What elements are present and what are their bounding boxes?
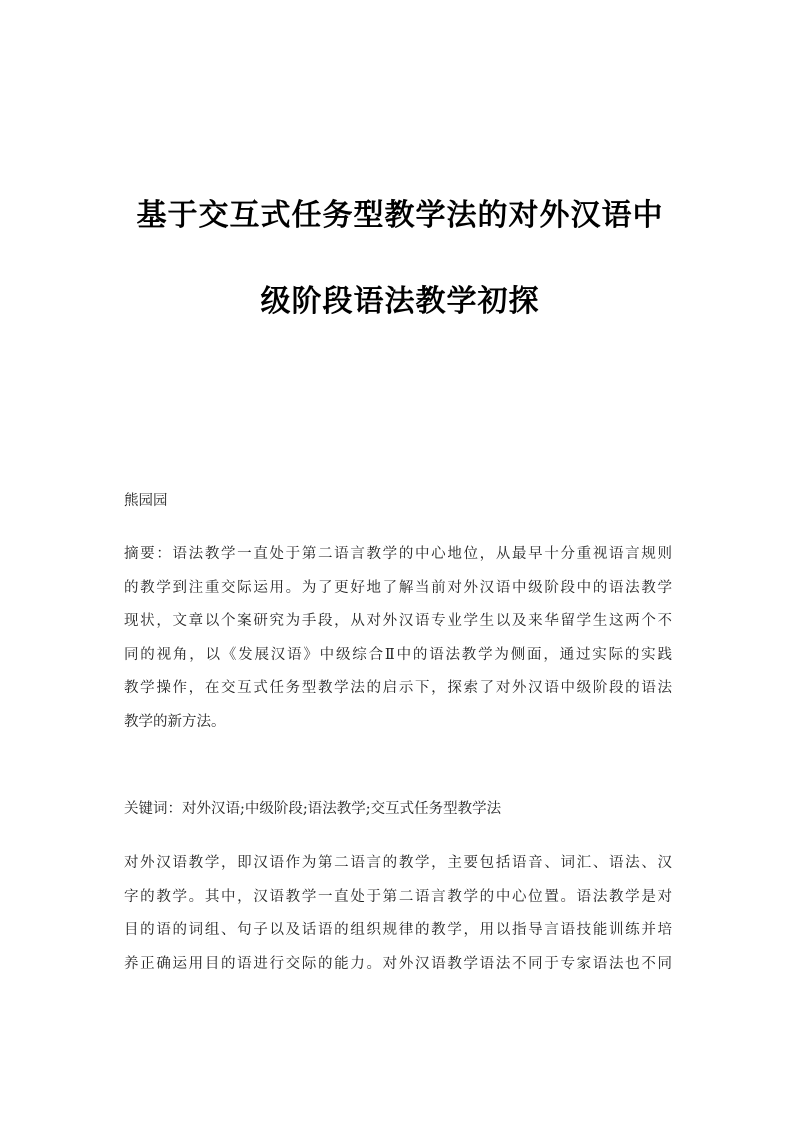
keywords-line: 关键词：对外汉语;中级阶段;语法教学;交互式任务型教学法 <box>124 801 502 817</box>
abstract-line: 教学的新方法。 <box>124 713 226 730</box>
body-paragraph <box>124 847 672 981</box>
author-name: 熊园园 <box>124 493 168 509</box>
abstract-line: 现状，文章以个案研究为手段，从对外汉语专业学生以及来华留学生这两个不 <box>124 613 672 629</box>
paragraph-line: 养正确运用目的语进行交际的能力。对外汉语教学语法不同于专家语法也不同 <box>124 955 672 972</box>
abstract-line: 摘要：语法教学一直处于第二语言教学的中心地位，从最早十分重视语言规则 <box>124 546 672 562</box>
paper-title-line-1: 基于交互式任务型教学法的对外汉语中 <box>136 198 664 233</box>
paragraph-line: 目的语的词组、句子以及话语的组织规律的教学，用以指导言语技能训练并培 <box>124 922 672 938</box>
abstract-line: 教学操作，在交互式任务型教学法的启示下，探索了对外汉语中级阶段的语法 <box>124 680 672 696</box>
abstract-section <box>124 538 672 739</box>
paragraph-line: 对外汉语教学，即汉语作为第二语言的教学，主要包括语音、词汇、语法、汉 <box>124 855 672 871</box>
paper-title-line-2: 级阶段语法教学初探 <box>260 284 540 319</box>
abstract-line: 的教学到注重交际运用。为了更好地了解当前对外汉语中级阶段中的语法教学 <box>124 579 672 596</box>
abstract-line: 同的视角，以《发展汉语》中级综合Ⅱ中的语法教学为侧面，通过实际的实践 <box>124 646 672 663</box>
paragraph-line: 字的教学。其中，汉语教学一直处于第二语言教学的中心位置。语法教学是对 <box>124 888 672 905</box>
